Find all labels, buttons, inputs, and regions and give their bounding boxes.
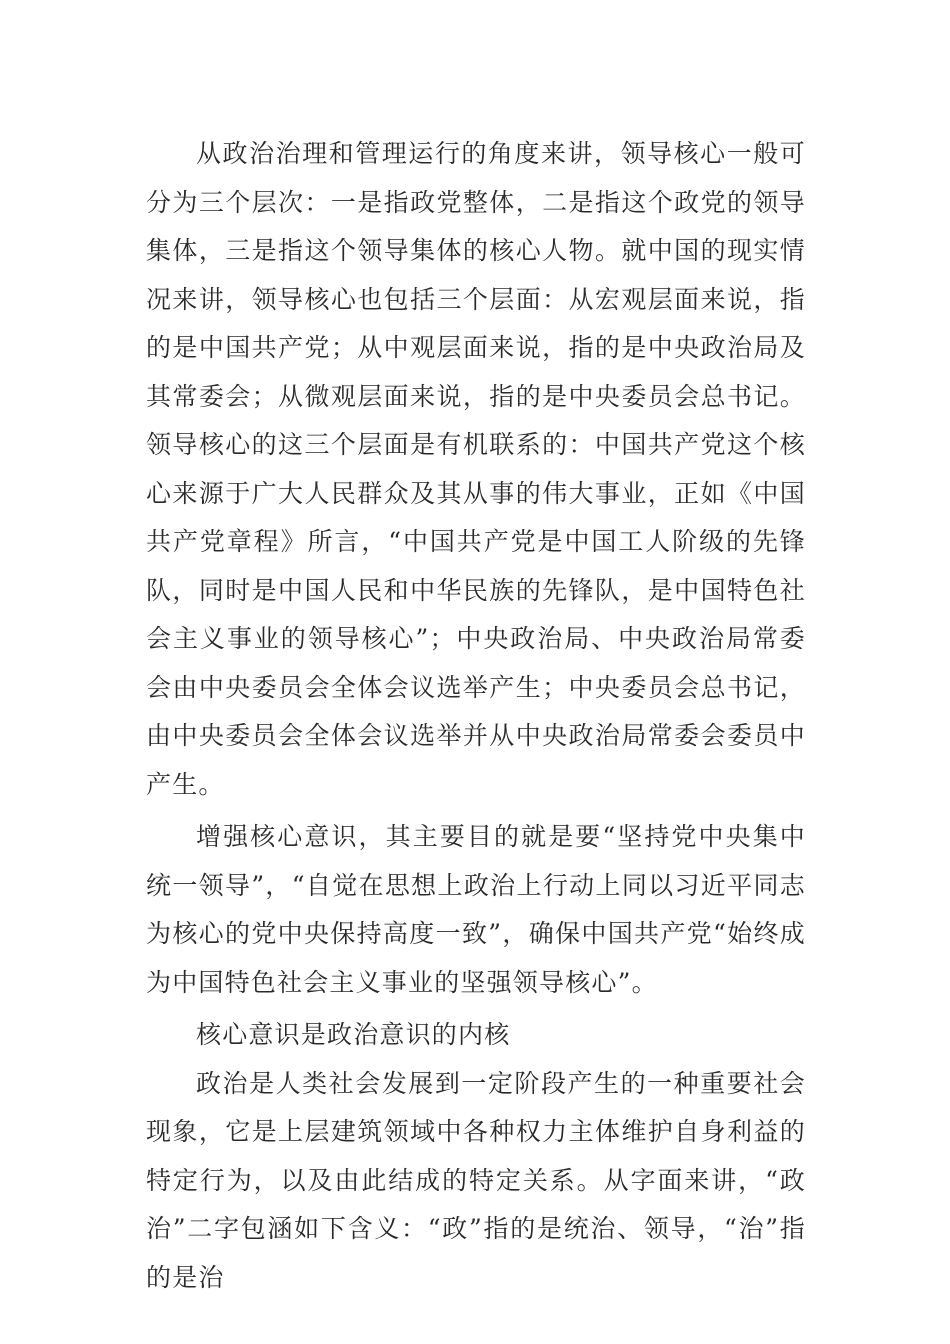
section-heading: 核心意识是政治意识的内核 [196,1020,511,1049]
paragraph-politics-definition: 政治是人类社会发展到一定阶段产生的一种重要社会现象，它是上层建筑领域中各种权力主体维护自身利益的特定行为，以及由此结成的特定关系。从字面来讲，“政治”二字包涵如下含义：“政”指的是统治、领导，“治”指的是治 [146,1068,806,1292]
document-body [146,130,806,1302]
paragraph-core-awareness: 增强核心意识，其主要目的就是要“坚持党中央集中统一领导”，“自觉在思想上政治上行动上同以习近平同志为核心的党中央保持高度一致”，确保中国共产党“始终成为中国特色社会主义事业的坚强领导核心”。 [146,822,806,997]
paragraph-leadership-levels: 从政治治理和管理运行的角度来讲，领导核心一般可分为三个层次：一是指政党整体，二是指这个政党的领导集体，三是指这个领导集体的核心人物。就中国的现实情况来讲，领导核心也包括三个层面：从宏观层面来说，指的是中国共产党；从中观层面来说，指的是中央政治局及其常委会；从微观层面来说，指的是中央委员会总书记。领导核心的这三个层面是有机联系的：中国共产党这个核心来源于广大人民群众及其从事的伟大事业，正如《中国共产党章程》所言，“中国共产党是中国工人阶级的先锋队，同时是中国人民和中华民族的先锋队，是中国特色社会主义事业的领导核心”；中央政治局、中央政治局常委会由中央委员会全体会议选举产生；中央委员会总书记，由中央委员会全体会议选举并从中央政治局常委会委员中产生。 [146,139,806,799]
